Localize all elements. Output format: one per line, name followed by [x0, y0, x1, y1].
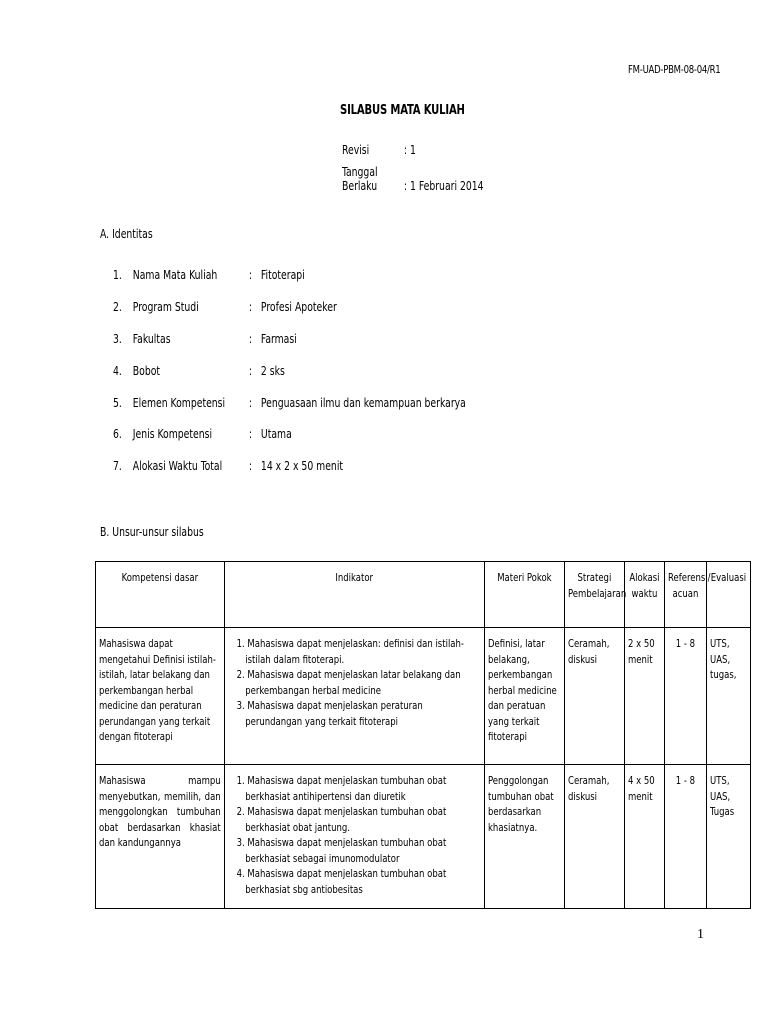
identitas-value: 14 x 2 x 50 menit — [260, 459, 344, 473]
header-alokasi: Alokasi waktu — [625, 562, 665, 628]
document-code: FM-UAD-PBM-08-04/R1 — [627, 63, 720, 76]
identitas-label: Elemen Kompetensi — [132, 396, 226, 410]
cell-indikator — [225, 628, 485, 765]
identitas-colon: : — [248, 364, 253, 378]
identitas-colon: : — [248, 427, 253, 441]
identitas-colon: : — [248, 332, 253, 346]
identitas-number: 7. — [113, 459, 122, 473]
tanggal-value: : 1 Februari 2014 — [403, 179, 484, 193]
identitas-colon: : — [248, 268, 253, 282]
tanggal-label: Tanggal Berlaku — [342, 165, 378, 193]
header-strategi: Strategi Pembelajaran — [565, 562, 625, 628]
identitas-label: Alokasi Waktu Total — [132, 459, 223, 473]
identitas-number: 1. — [113, 268, 122, 282]
header-indikator: Indikator — [225, 562, 485, 628]
identitas-row — [113, 427, 292, 441]
cell-materi: Penggolongan tumbuhan obat berdasarkan khasiatnya. — [485, 765, 565, 909]
identitas-colon: : — [248, 396, 253, 410]
identitas-row — [113, 332, 297, 346]
identitas-number: 6. — [113, 427, 122, 441]
cell-strategi: Ceramah, diskusi — [565, 628, 625, 765]
cell-alokasi: 2 x 50 menit — [625, 628, 665, 765]
meta-tanggal — [342, 165, 484, 193]
section-a-heading: A. Identitas — [100, 227, 153, 241]
table-row — [96, 765, 751, 909]
indikator-item: 2. Mahasiswa dapat menjelaskan tumbuhan obat berkhasiat obat jantung. — [236, 805, 447, 834]
identitas-label: Nama Mata Kuliah — [132, 268, 218, 282]
header-materi: Materi Pokok — [485, 562, 565, 628]
meta-revisi — [342, 143, 416, 157]
table-header-row — [96, 562, 751, 628]
page-number: 1 — [697, 927, 704, 942]
indikator-item: 1. Mahasiswa dapat menjelaskan tumbuhan obat berkhasiat antihipertensi dan diuretik — [236, 774, 447, 803]
cell-materi: Definisi, latar belakang, perkembangan herbal medicine dan peratuan yang terkait fitoterapi — [485, 628, 565, 765]
identitas-number: 4. — [113, 364, 122, 378]
header-kompetensi: Kompetensi dasar — [96, 562, 225, 628]
header-evaluasi: Evaluasi — [707, 562, 751, 628]
identitas-label: Fakultas — [132, 332, 171, 346]
identitas-row — [113, 268, 305, 282]
header-referensi: Referensi/ acuan — [665, 562, 707, 628]
indikator-item: 4. Mahasiswa dapat menjelaskan tumbuhan obat berkhasiat sbg antiobesitas — [236, 867, 447, 896]
identitas-value: Farmasi — [260, 332, 297, 346]
revisi-value: : 1 — [403, 143, 416, 157]
identitas-number: 5. — [113, 396, 122, 410]
identitas-value: Penguasaan ilmu dan kemampuan berkarya — [260, 396, 466, 410]
identitas-colon: : — [248, 300, 253, 314]
cell-evaluasi: UTS, UAS, Tugas — [707, 765, 751, 909]
identitas-number: 3. — [113, 332, 122, 346]
identitas-value: Utama — [260, 427, 292, 441]
identitas-colon: : — [248, 459, 253, 473]
section-b-heading: B. Unsur-unsur silabus — [100, 525, 204, 539]
identitas-value: Profesi Apoteker — [260, 300, 337, 314]
table-row — [96, 628, 751, 765]
cell-strategi: Ceramah, diskusi — [565, 765, 625, 909]
identitas-label: Program Studi — [132, 300, 199, 314]
indikator-item: 3. Mahasiswa dapat menjelaskan tumbuhan obat berkhasiat sebagai imunomodulator — [236, 836, 447, 865]
identitas-value: 2 sks — [260, 364, 285, 378]
identitas-row — [113, 459, 343, 473]
page-title: SILABUS MATA KULIAH — [340, 103, 465, 118]
revisi-label: Revisi — [342, 143, 370, 157]
cell-evaluasi: UTS, UAS, tugas, — [707, 628, 751, 765]
cell-referensi: 1 - 8 — [665, 765, 707, 909]
cell-referensi: 1 - 8 — [665, 628, 707, 765]
identitas-row — [113, 364, 285, 378]
identitas-value: Fitoterapi — [260, 268, 305, 282]
syllabus-table — [95, 561, 751, 909]
cell-alokasi: 4 x 50 menit — [625, 765, 665, 909]
cell-kompetensi: Mahasiswa mampu menyebutkan, memilih, dan menggolongkan tumbuhan obat berdasarkan khasiat dan kandungannya — [96, 765, 225, 909]
identitas-label: Jenis Kompetensi — [132, 427, 213, 441]
identitas-label: Bobot — [132, 364, 161, 378]
identitas-row — [113, 396, 466, 410]
identitas-row — [113, 300, 337, 314]
indikator-item: 3. Mahasiswa dapat menjelaskan peraturan perundangan yang terkait fitoterapi — [236, 699, 423, 728]
cell-kompetensi: Mahasiswa dapat mengetahui Definisi istilah-istilah, latar belakang dan perkembangan herbal medicine dan peraturan perundangan yang terkait dengan fitoterapi — [96, 628, 225, 765]
identitas-number: 2. — [113, 300, 122, 314]
indikator-item: 1. Mahasiswa dapat menjelaskan: definisi dan istilah-istilah dalam fitoterapi. — [236, 637, 465, 666]
cell-indikator — [225, 765, 485, 909]
indikator-item: 2. Mahasiswa dapat menjelaskan latar belakang dan perkembangan herbal medicine — [236, 668, 461, 697]
